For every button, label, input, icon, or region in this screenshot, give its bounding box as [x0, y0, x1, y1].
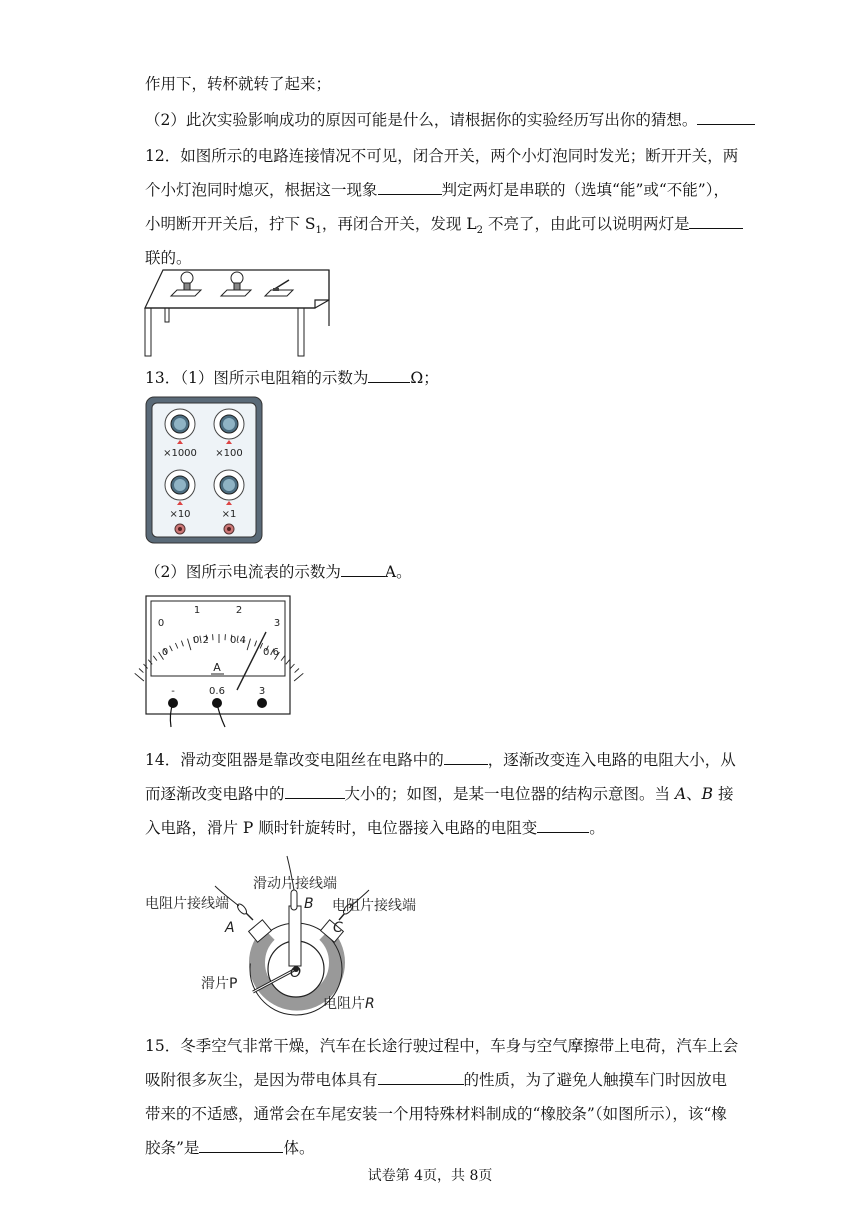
q12-line-3: 小明断开开关后，拧下 $S_1$，再闭合开关，发现 $L_2$ 不亮了，由此可以说明两灯是 — [145, 212, 743, 236]
terminal-3[interactable] — [257, 698, 267, 708]
q14-line-2: 而逐渐改变电路中的 大小的；如图，是某一电位器的结构示意图。当 A、B 接 — [145, 785, 734, 803]
label-a: A — [225, 920, 235, 936]
ammeter-tick — [139, 669, 143, 673]
table-circuit-figure — [143, 268, 333, 360]
answer-blank[interactable] — [444, 750, 488, 765]
q15-line-4: 胶条”是 体。 — [145, 1139, 315, 1157]
lower-tick-3: 0.6 — [263, 647, 279, 658]
label-x100: ×100 — [215, 448, 243, 459]
answer-blank[interactable] — [368, 368, 410, 383]
answer-blank[interactable] — [199, 1138, 283, 1153]
switch-icon — [265, 280, 293, 296]
bulb-2-icon — [221, 272, 251, 296]
potentiometer-figure — [145, 852, 440, 1018]
q14-line-1: 14．滑动变阻器是靠改变电阻丝在电路中的 ，逐渐改变连入电路的电阻大小，从 — [145, 751, 736, 769]
q14-line-3: 入电路，滑片 P 顺时针旋转时，电位器接入电路的电阻变 。 — [145, 819, 605, 837]
upper-tick-2: 2 — [235, 605, 243, 616]
dial-x10[interactable] — [165, 470, 195, 500]
q12-line-4: 联的。 — [145, 249, 192, 267]
label-b: B — [304, 896, 314, 912]
left-terminal-label: 电阻片接线端 — [145, 896, 229, 912]
answer-blank[interactable] — [378, 180, 442, 195]
q12-line-2: 个小灯泡同时熄灭，根据这一现象 判定两灯是串联的（选填“能”或“不能”）， — [145, 181, 729, 199]
slider-terminal-label: 滑动片接线端 — [253, 876, 337, 892]
resistor-label: 电阻片R — [323, 996, 375, 1012]
lower-tick-0: 0 — [161, 647, 169, 658]
ammeter-figure — [145, 594, 293, 728]
ammeter-tick — [295, 669, 299, 673]
bulb-1-icon — [171, 272, 201, 296]
lower-tick-2: 0.4 — [230, 635, 246, 646]
upper-tick-0: 0 — [157, 618, 165, 629]
answer-blank[interactable] — [378, 1070, 464, 1085]
label-c: C — [333, 920, 343, 936]
right-terminal-label: 电阻片接线端 — [332, 898, 416, 914]
answer-blank[interactable] — [341, 562, 385, 577]
q15-line-1: 15．冬季空气非常干燥，汽车在长途行驶过程中，车身与空气摩擦带上电荷，汽车上会 — [145, 1037, 739, 1055]
text-line-2: （2）此次实验影响成功的原因可能是什么，请根据你的实验经历写出你的猜想。 — [145, 108, 755, 130]
resistance-box-figure — [145, 396, 263, 544]
ammeter-tick — [294, 673, 303, 681]
terminal-a[interactable] — [215, 886, 271, 942]
answer-blank[interactable] — [285, 784, 345, 799]
ammeter-unit: A — [213, 661, 221, 674]
terminal-negative-label: - — [171, 686, 175, 697]
dial-x100[interactable] — [214, 409, 244, 439]
label-x1: ×1 — [221, 509, 237, 520]
terminal-b[interactable] — [287, 856, 301, 966]
ammeter-tick — [290, 664, 294, 668]
q15-line-2: 吸附很多灰尘，是因为带电体具有 的性质，为了避免人触摸车门时因放电 — [145, 1071, 728, 1089]
dial-x1[interactable] — [214, 470, 244, 500]
upper-tick-3: 3 — [273, 618, 281, 629]
terminal-3-label: 3 — [258, 686, 266, 697]
answer-blank[interactable] — [697, 110, 755, 125]
lower-tick-1: 0.2 — [193, 635, 209, 646]
page-footer: 试卷第 4页，共 8页 — [367, 1168, 493, 1184]
slider-label: 滑片P — [201, 976, 238, 992]
label-x1000: ×1000 — [163, 448, 197, 459]
label-o: O — [290, 965, 302, 981]
q12-line-1: 12．如图所示的电路连接情况不可见，闭合开关，两个小灯泡同时发光；断开开关，两 — [145, 147, 739, 165]
text-line-1: 作用下，转杯就转了起来； — [145, 75, 332, 93]
dial-x1000[interactable] — [165, 409, 195, 439]
answer-blank[interactable] — [689, 214, 743, 229]
label-x10: ×10 — [169, 509, 191, 520]
answer-blank[interactable] — [537, 818, 589, 833]
q13-line-1: 13．（1）图所示电阻箱的示数为 Ω； — [145, 369, 439, 387]
q13-line-2: （2）图所示电流表的示数为 A。 — [145, 563, 412, 581]
terminal-0.6-label: 0.6 — [209, 686, 225, 697]
ammeter-tick — [135, 673, 144, 681]
q15-line-3: 带来的不适感，通常会在车尾安装一个用特殊材料制成的“橡胶条”（如图所示），该“橡 — [145, 1105, 727, 1123]
upper-tick-1: 1 — [193, 605, 201, 616]
